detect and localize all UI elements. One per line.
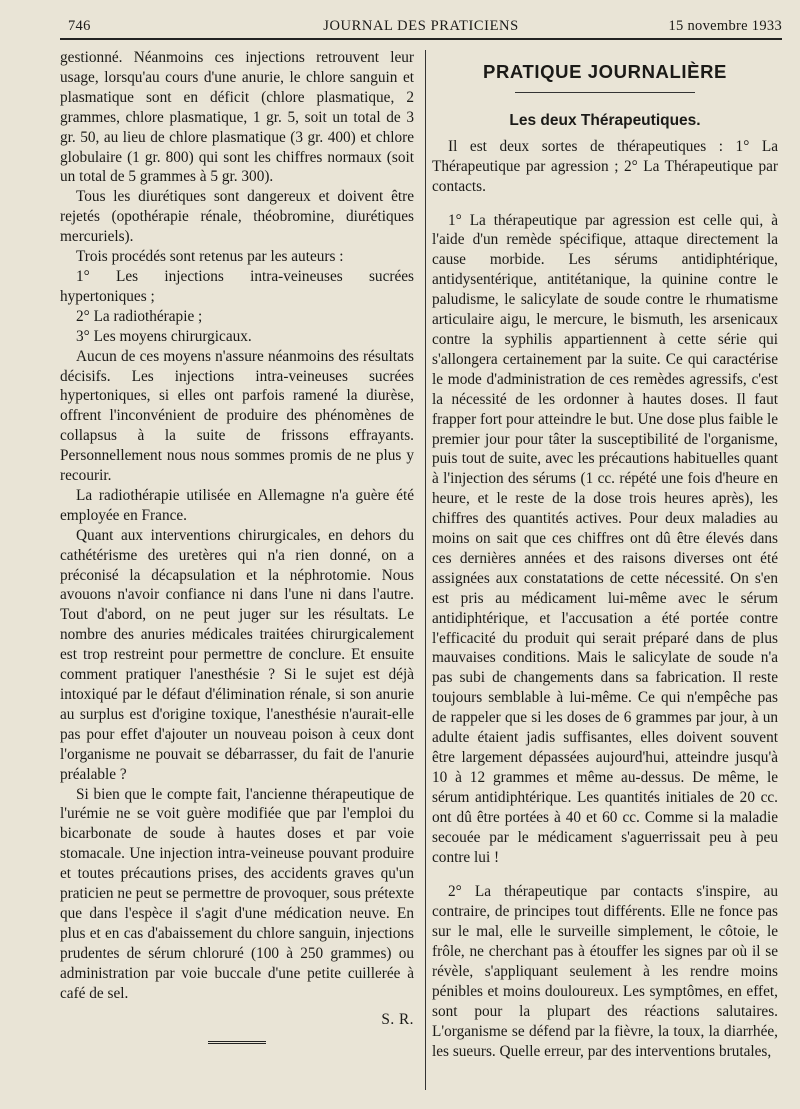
paragraph: Tous les diurétiques sont dangereux et doivent être rejetés (opothérapie rénale, théobromine, diurétiques mercuriels). [60,188,414,246]
left-column [60,48,414,1044]
paragraph: La radiothérapie utilisée en Allemagne n'a guère été employée en France. [60,486,414,524]
list-item: 2° La radiothérapie ; [76,307,203,325]
right-column [432,48,778,1062]
rubric-rule [515,92,695,93]
header-rule [60,38,782,40]
author-signature: S. R. [381,1010,414,1028]
paragraph: Trois procédés sont retenus par les auteurs : [76,248,344,266]
paragraph: 1° La thérapeutique par agression est celle qui, à l'aide d'un remède spécifique, attaque directement la cause morbide. Les sérums antidiphtérique, antidysentérique, antitétanique, la quinine contre le paludisme, le salicylate de soude contre le rhumatisme articulaire aigu, le mercure, le bismuth, les arsenicaux contre la syphilis appartiennent à cette série qui s'allongera certainement par la suite. Ce qui caractérise le mode d'administration de ces remèdes agressifs, c'est la nécessité de les ordonner à hautes doses. Il faut frapper fort pour atteindre le but. Une dose plus faible le premier jour pour tâter la susceptibilité de l'organisme, puis tout de suite, avec les précautions habituelles quant à l'injection des sérums (1 cc. répété une fois d'heure en heure, et le reste de la dose trois heures après), les chiffres des quantités actives. Pour deux maladies au moins on sait que ces chiffres ont dû être élevés dans ces dernières années et des raisons diverses ont été assignées aux constatations de cette nécessité. On s'en est pris au médicament lui-même avec le sérum antidiphtérique, et l'accusation a été portée contre l'efficacité du produit qui serait préparé dans de plus mauvaises conditions. Mais le salicylate de soude n'a pas subi de changements dans sa fabrication. Il reste toujours semblable à lui-même. Ce qui n'empêche pas de rappeler que si les doses de 6 grammes par jour, à un adulte étaient jadis suffisantes, elles doivent souvent être largement dépassées aujourd'hui, atteindre jusqu'à 10 à 12 grammes et même au-dessus. De même, le sérum antidiphtérique. Les quantités initiales de 20 cc. ont dû être portées à 40 et 60 cc. Comme si la maladie secouée par le médicament s'aguerrissait peu à peu contre lui ! [432,211,778,866]
paragraph: Aucun de ces moyens n'assure néanmoins des résultats décisifs. Les injections intra-veineuses sucrées hypertoniques, si elles ont parfois ramené la diurèse, offrent l'inconvénient de produire des phénomènes de collapsus à la suite de frissons effrayants. Personnellement nous nous sommes promis de ne plus y recourir. [60,347,414,485]
issue-date: 15 novembre 1933 [668,18,782,34]
section-rubric: PRATIQUE JOURNALIÈRE [483,61,727,82]
list-item: 1° Les injections intra-veineuses sucrées hypertoniques ; [60,267,414,305]
journal-title: JOURNAL DES PRATICIENS [323,18,519,34]
article-title: Les deux Thérapeutiques. [509,111,701,129]
page-number: 746 [68,18,91,34]
paragraph: 2° La thérapeutique par contacts s'inspire, au contraire, de principes tout différents. Elle ne fonce pas sur le mal, elle le surveille simplement, le côtoie, le frôle, ne cherchant pas à étouffer les signes par où il se révèle, s'appliquant seulement à les rendre moins pénibles et moins douloureux. Les symptômes, en effet, sont pour la plupart des réactions salutaires. L'organisme se défend par la fièvre, la toux, la diarrhée, les sueurs. Quelle erreur, par des interventions brutales, [432,883,778,1060]
paragraph: gestionné. Néanmoins ces injections retrouvent leur usage, lorsqu'au cours d'une anurie, le chlore sanguin et plasmatique sont en déficit (chlore plasmatique, 2 grammes, chlore plasmatique, 1 gr. 5, soit un total de 3 gr. 50, au lieu de chlore plasmatique (3 gr. 400) et chlore globulaire (1 gr. 800) qui sont les chiffres normaux (soit un total de 5 grammes à 5 gr. 300). [60,49,414,186]
paragraph: Si bien que le compte fait, l'ancienne thérapeutique de l'urémie ne se voit guère modifiée que par l'emploi du bicarbonate de soude à hautes doses et par voie stomacale. Une injection intra-veineuse pouvant produire et toutes précautions prises, des accidents graves qu'un praticien ne peut se permettre de provoquer, sous prétexte que dans l'espèce il s'agit d'une médication neuve. En plus et en cas d'abaissement du chlore sanguin, injections prudentes de sérum chloruré (100 à 250 grammes) ou administration par voie buccale d'une petite cuillerée à café de sel. [60,785,414,1002]
column-divider [425,50,426,1090]
end-rule [208,1041,266,1044]
intro-paragraph: Il est deux sortes de thérapeutiques : 1° La Thérapeutique par agression ; 2° La Thérapeutique par contacts. [432,137,778,195]
running-header [60,14,782,36]
list-item: 3° Les moyens chirurgicaux. [76,327,252,345]
paragraph: Quant aux interventions chirurgicales, en dehors du cathétérisme des uretères qui n'a rien donné, on a préconisé la décapsulation et la néphrotomie. Nous avouons n'avoir confiance ni dans l'une ni dans l'autre. Tout d'abord, on ne peut juger sur les résultats. Le nombre des anuries médicales traitées chirurgicalement est trop restreint pour permettre de conclure. Et ensuite comment pratiquer l'anesthésie ? Si le sujet est déjà intoxiqué par le défaut d'élimination rénale, si son anurie au surplus est d'origine toxique, l'anesthésie n'aurait-elle pas pour effet d'ajouter un nouveau poison à ceux dont l'organisme ne pouvait se débarrasser, du fait de l'anurie préalable ? [60,526,414,783]
